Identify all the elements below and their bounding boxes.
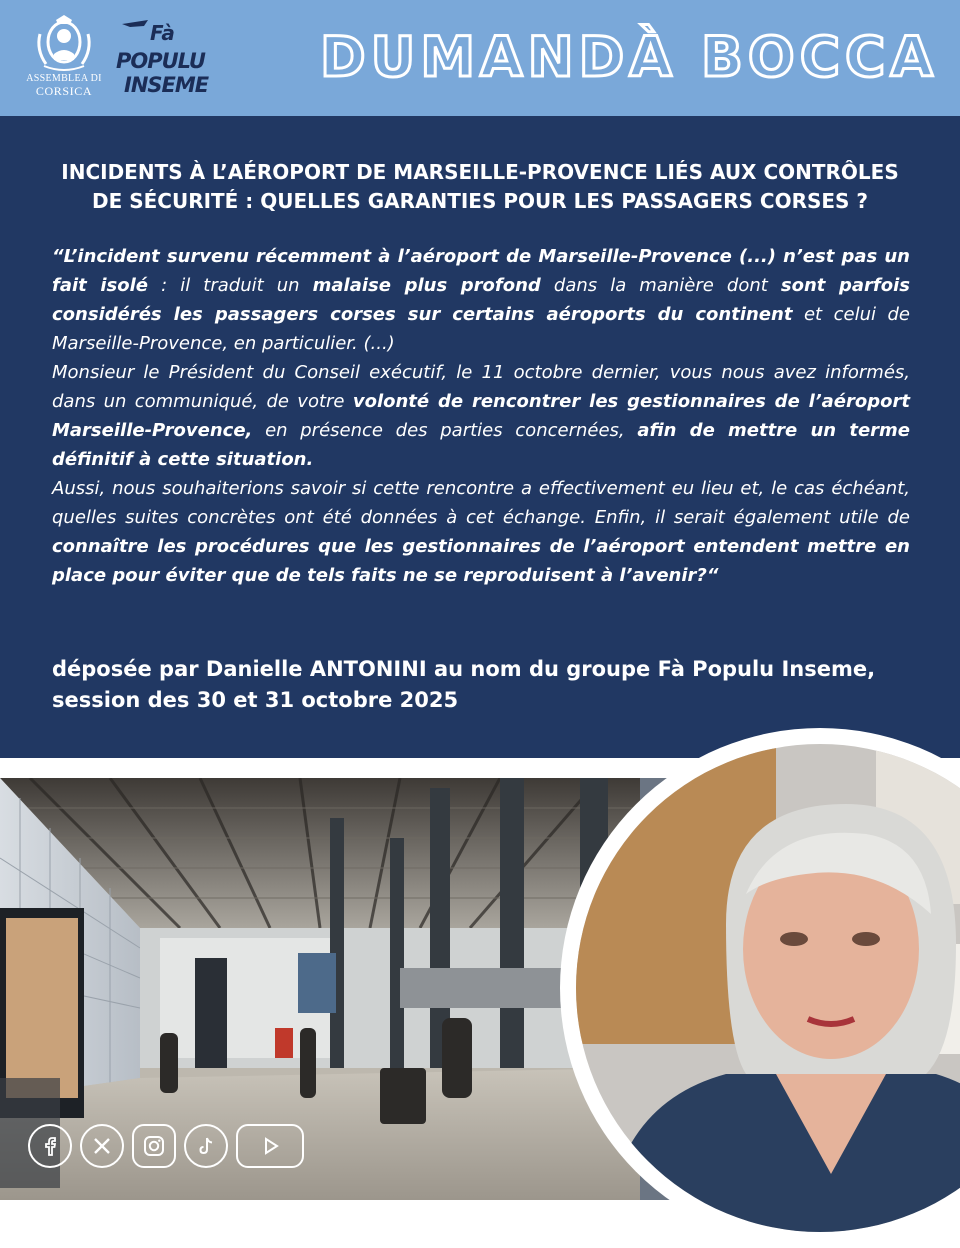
quote-p1-bold-2: malaise plus profond — [312, 275, 541, 296]
quote-paragraph-2 — [52, 358, 910, 474]
quote-p2-bold-2: afin de mettre un terme définitif à cette situation. — [52, 420, 911, 470]
byline-line1: déposée par Danielle ANTONINI au nom du groupe Fà Populu Inseme, — [52, 657, 876, 681]
assemblea-line1: ASSEMBLEA DI — [26, 73, 102, 84]
quote-body — [52, 242, 910, 590]
tiktok-icon[interactable] — [184, 1124, 228, 1168]
quote-paragraph-1 — [52, 242, 910, 358]
svg-text:POPULU: POPULU — [116, 49, 205, 73]
quote-p2-text-2: en présence des parties concernées, — [252, 420, 638, 441]
quote-p2-bold-1: volonté de rencontrer les gestionnaires de l’aéroport Marseille-Provence, — [52, 391, 910, 441]
quote-p1-text-2: dans la manière dont — [540, 275, 781, 296]
headline — [30, 158, 930, 216]
question-panel — [0, 116, 960, 758]
fa-populu-inseme-logo — [114, 18, 218, 98]
quote-p1-bold-1: “L’incident survenu récemment à l’aéroport de Marseille-Provence (...) n’est pas un fait isolé — [52, 246, 910, 296]
quote-p3-text-1: Aussi, nous souhaiterions savoir si cette rencontre a effectivement eu lieu et, le cas échéant, quelles suites concrètes ont été données à cet échange. Enfin, il serait également utile de — [52, 478, 910, 528]
instagram-icon[interactable] — [132, 1124, 176, 1168]
quote-paragraph-3 — [52, 474, 910, 590]
header-banner — [0, 0, 960, 116]
svg-text:INSEME: INSEME — [124, 73, 209, 97]
x-icon[interactable] — [80, 1124, 124, 1168]
youtube-icon[interactable] — [236, 1124, 304, 1168]
social-icons — [28, 1124, 304, 1172]
svg-text:Fà: Fà — [150, 21, 175, 45]
quote-p3-bold-1: connaître les procédures que les gestionnaires de l’aéroport entendent mettre en place pour éviter que de tels faits ne se reproduisent à l’avenir?“ — [52, 536, 910, 586]
assemblea-line2: CORSICA — [35, 83, 93, 98]
byline-line2: session des 30 et 31 octobre 2025 — [52, 688, 459, 712]
quote-p1-bold-3: sont parfois considérés les passagers corses sur certains aéroports du continent — [52, 275, 910, 325]
quote-p1-text-1: : il traduit un — [148, 275, 313, 296]
assemblea-crest-icon — [32, 14, 96, 72]
assemblea-di-corsica-logo — [24, 14, 104, 102]
headline-line2: DE SÉCURITÉ : QUELLES GARANTIES POUR LES PASSAGERS CORSES ? — [91, 189, 868, 213]
quote-p1-text-3: et celui de Marseille-Provence, en particulier. (...) — [52, 304, 910, 354]
facebook-icon[interactable] — [28, 1124, 72, 1168]
byline — [52, 654, 932, 716]
quote-p2-text-1: Monsieur le Président du Conseil exécutif, le 11 octobre dernier, vous nous avez informés, dans un communiqué, de votre — [52, 362, 910, 412]
fpi-logo-mark-icon — [114, 18, 218, 98]
banner-title: DUMANDÀ BOCCA — [320, 25, 938, 89]
headline-line1: INCIDENTS À L’AÉROPORT DE MARSEILLE-PROVENCE LIÉS AUX CONTRÔLES — [61, 160, 899, 184]
